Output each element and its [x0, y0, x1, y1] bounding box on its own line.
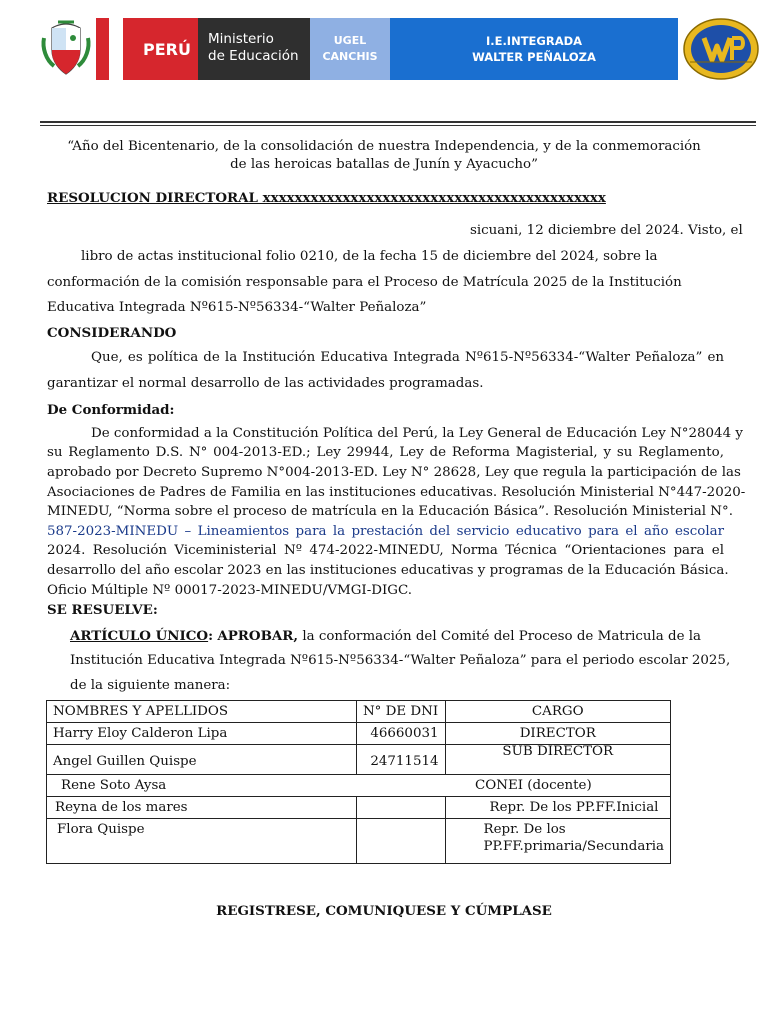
conformidad-line: De conformidad a la Constitución Política del Perú, la Ley General de Educación Ley N°28044 y	[91, 426, 743, 441]
header-banner	[40, 16, 760, 82]
table-cell-cargo: SUB DIRECTOR	[445, 745, 671, 775]
visto-line2: libro de actas institucional folio 0210, de la fecha 15 de diciembre del 2024, sobre la	[81, 249, 658, 264]
table-header-cell: N° DE DNI	[356, 701, 445, 723]
school-label	[390, 18, 678, 80]
table-cell-name: Reyna de los mares	[47, 797, 357, 819]
considerando-line1: Que, es política de la Institución Educativa Integrada Nº615-Nº56334-“Walter Peñaloza” en	[91, 350, 724, 365]
school-line2: WALTER PEÑALOZA	[472, 50, 596, 64]
table-cell-dni: 46660031	[356, 723, 445, 745]
ministry-line1: Ministerio	[208, 31, 274, 47]
ministry-label	[198, 18, 310, 80]
header-divider-thin	[40, 125, 756, 126]
peru-coat-of-arms-icon	[40, 20, 92, 80]
conformidad-line: 587-2023-MINEDU – Lineamientos para la prestación del servicio educativo para el año escolar	[47, 524, 724, 539]
resolution-title: RESOLUCION DIRECTORAL xxxxxxxxxxxxxxxxxxxxxxxxxxxxxxxxxxxxxxxxxxx	[47, 190, 606, 206]
table-header-cell: NOMBRES Y APELLIDOS	[47, 701, 357, 723]
table-header-cell: CARGO	[445, 701, 671, 723]
article-colon: :	[208, 628, 214, 644]
conformidad-line: desarrollo del año escolar 2023 en las instituciones educativas y programas de la Educación Básica.	[47, 563, 729, 578]
article-line2: Institución Educativa Integrada Nº615-Nº56334-“Walter Peñaloza” para el periodo escolar 2025,	[70, 653, 731, 668]
visto-line4: Educativa Integrada Nº615-Nº56334-“Walter Peñaloza”	[47, 300, 427, 315]
table-cell-name: Flora Quispe	[47, 819, 357, 864]
ugel-line1: UGEL	[333, 34, 367, 47]
peru-flag	[96, 18, 136, 80]
conformidad-line: Asociaciones de Padres de Familia en las instituciones educativas. Resolución Ministerial N°447-2020-	[47, 485, 746, 500]
table-cell-cargo: DIRECTOR	[445, 723, 671, 745]
committee-table	[46, 700, 671, 864]
peru-label: PERÚ	[136, 18, 198, 80]
table-header-row	[47, 701, 671, 723]
table-row	[47, 745, 671, 775]
closing-statement: REGISTRESE, COMUNIQUESE Y CÚMPLASE	[216, 903, 552, 919]
conformidad-line: MINEDU, “Norma sobre el proceso de matrícula en la Educación Básica”. Resolución Ministerial N°.	[47, 504, 733, 519]
table-cell-name: Rene Soto Aysa	[47, 775, 357, 797]
visto-line1: sicuani, 12 diciembre del 2024. Visto, el	[470, 223, 743, 238]
ugel-line2: CANCHIS	[322, 50, 378, 63]
approve-label: APROBAR,	[217, 628, 299, 644]
article-line3: de la siguiente manera:	[70, 678, 231, 693]
school-line1: I.E.INTEGRADA	[485, 34, 583, 48]
table-row	[47, 797, 671, 819]
table-cell-dni	[356, 775, 445, 797]
conformidad-line: su Reglamento D.S. N° 004-2013-ED.; Ley 29944, Ley de Reforma Magisterial, y su Reglamento,	[47, 445, 724, 460]
table-cell-dni	[356, 797, 445, 819]
school-emblem-icon	[682, 16, 760, 82]
ministry-line2: de Educación	[208, 48, 299, 64]
table-cell-name: Harry Eloy Calderon Lipa	[47, 723, 357, 745]
table-row	[47, 819, 671, 864]
year-motto-line2: de las heroicas batallas de Junín y Ayacucho”	[230, 157, 538, 172]
conformidad-line: 2024. Resolución Viceministerial Nº 474-2022-MINEDU, Norma Técnica “Orientaciones para el	[47, 543, 724, 558]
resuelve-heading: SE RESUELVE:	[47, 602, 158, 618]
table-cell-cargo: Repr. De los PP.FF.Inicial	[445, 797, 671, 819]
article-line1	[70, 628, 724, 644]
table-cell-cargo: CONEI (docente)	[445, 775, 671, 797]
article-label: ARTÍCULO ÚNICO	[70, 628, 209, 644]
table-cell-cargo: Repr. De los PP.FF.primaria/Secundaria	[445, 819, 671, 864]
conformidad-heading: De Conformidad:	[47, 402, 175, 418]
table-row	[47, 775, 671, 797]
table-cell-dni: 24711514	[356, 745, 445, 775]
visto-line3: conformación de la comisión responsable para el Proceso de Matrícula 2025 de la Institución	[47, 275, 682, 290]
table-cell-name: Angel Guillen Quispe	[47, 745, 357, 775]
header-divider	[40, 121, 756, 123]
year-motto-line1: “Año del Bicentenario, de la consolidación de nuestra Independencia, y de la conmemoración	[67, 139, 701, 154]
conformidad-line: aprobado por Decreto Supremo N°004-2013-ED. Ley N° 28628, Ley que regula la participación de las	[47, 465, 741, 480]
considerando-heading: CONSIDERANDO	[47, 325, 177, 341]
conformidad-line: Oficio Múltiple Nº 00017-2023-MINEDU/VMGI-DIGC.	[47, 583, 412, 598]
table-row	[47, 723, 671, 745]
ugel-label	[310, 18, 390, 80]
article-line1-rest: la conformación del Comité del Proceso de Matricula de la	[298, 629, 702, 644]
considerando-line2: garantizar el normal desarrollo de las actividades programadas.	[47, 376, 484, 391]
table-cell-dni	[356, 819, 445, 864]
